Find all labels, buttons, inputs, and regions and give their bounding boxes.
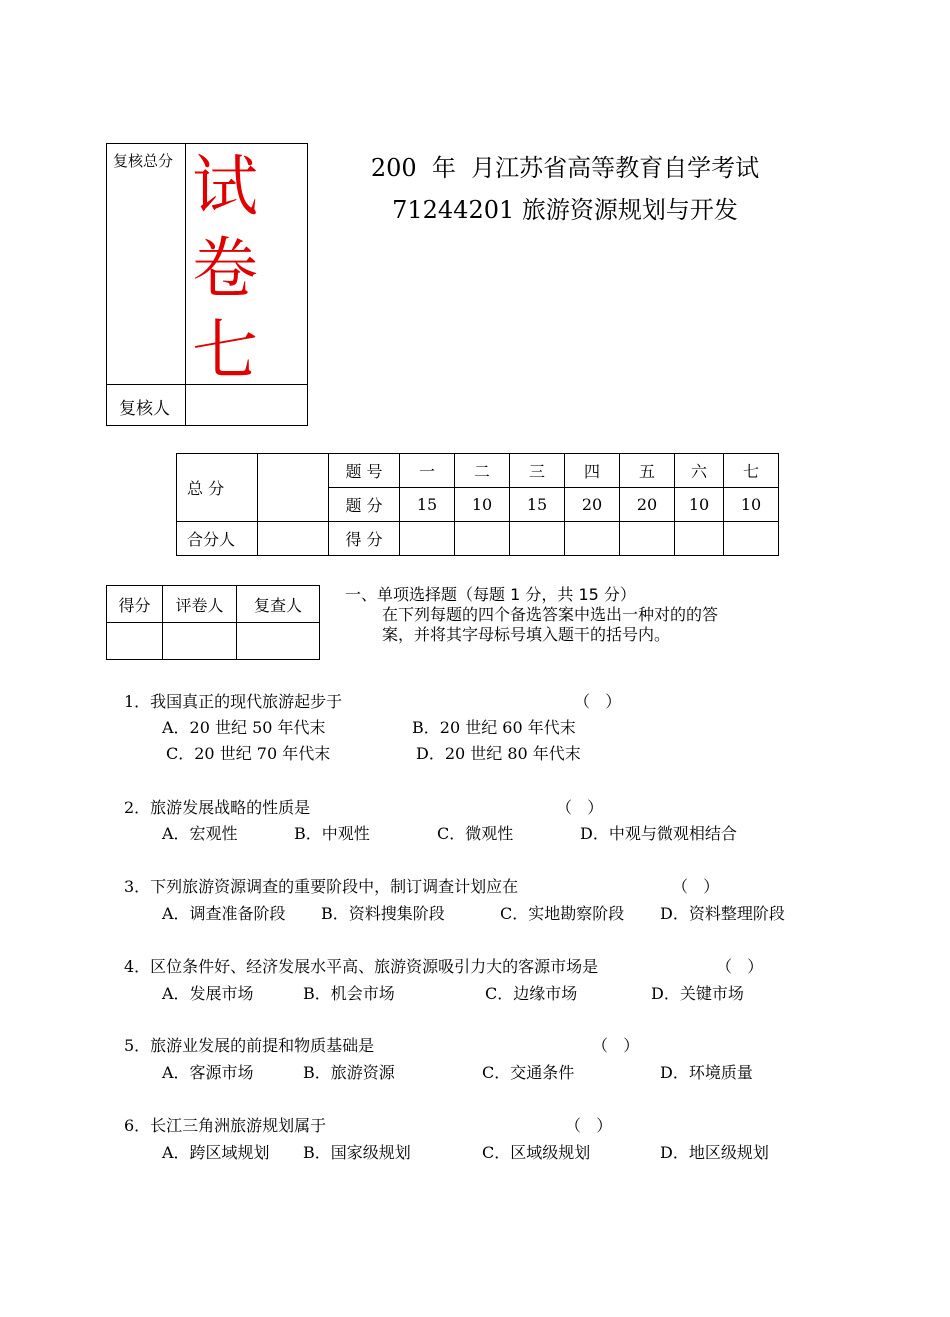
stamp-char: 七 — [192, 312, 258, 389]
answer-paren: （ ） — [672, 877, 720, 896]
score-cell — [620, 522, 675, 556]
question-number: 二 — [455, 454, 510, 488]
grader-cell — [237, 623, 320, 660]
question-number: 五 — [620, 454, 675, 488]
question-points: 15 — [510, 488, 565, 522]
question-stem: 1．我国真正的现代旅游起步于 — [124, 692, 343, 711]
section-title: 一、单项选择题（每题 1 分，共 15 分） — [345, 585, 636, 604]
grader-cell — [107, 623, 163, 660]
answer-paren: （ ） — [556, 798, 604, 817]
answer-paren: （ ） — [574, 692, 622, 711]
review-total-label: 复核总分 — [113, 152, 174, 170]
option: D．关键市场 — [651, 984, 744, 1003]
question-number: 七 — [724, 454, 779, 488]
option: C．边缘市场 — [485, 984, 578, 1003]
option: C．微观性 — [437, 824, 514, 843]
option: A．客源市场 — [162, 1063, 254, 1082]
question-number: 六 — [675, 454, 724, 488]
question-points: 10 — [675, 488, 724, 522]
option: B．旅游资源 — [303, 1063, 395, 1082]
question-stem: 5．旅游业发展的前提和物质基础是 — [124, 1036, 375, 1055]
option: D．资料整理阶段 — [660, 904, 785, 923]
exam-stamp — [189, 146, 261, 392]
question-stem: 6．长江三角洲旅游规划属于 — [124, 1116, 327, 1135]
stamp-char: 卷 — [192, 230, 258, 307]
option: A．跨区域规划 — [162, 1143, 270, 1162]
exam-title-line2: 71244201 旅游资源规划与开发 — [392, 196, 738, 224]
score-cell — [400, 522, 455, 556]
question-points: 20 — [620, 488, 675, 522]
combiner-cell — [258, 522, 329, 556]
option: B．机会市场 — [303, 984, 395, 1003]
question-points: 20 — [565, 488, 620, 522]
grader-table — [106, 585, 320, 660]
reviewer-label: 复核人 — [119, 399, 170, 419]
question-number: 一 — [400, 454, 455, 488]
score-cell — [565, 522, 620, 556]
question-stem: 3．下列旅游资源调查的重要阶段中，制订调查计划应在 — [124, 877, 519, 896]
option: C．交通条件 — [482, 1063, 575, 1082]
option: B．国家级规划 — [303, 1143, 411, 1162]
combiner-label: 合分人 — [177, 522, 258, 556]
question-number: 三 — [510, 454, 565, 488]
answer-paren: （ ） — [716, 957, 764, 976]
score-cell — [675, 522, 724, 556]
question-points: 10 — [455, 488, 510, 522]
grader-header: 得分 — [107, 586, 163, 623]
score-cell — [455, 522, 510, 556]
option: B．中观性 — [294, 824, 370, 843]
total-score-cell — [258, 454, 329, 522]
option: A．20 世纪 50 年代末 — [162, 718, 326, 737]
question-stem: 4．区位条件好、经济发展水平高、旅游资源吸引力大的客源市场是 — [124, 957, 599, 976]
total-label: 总 分 — [177, 454, 258, 522]
section-instructions: 案，并将其字母标号填入题干的括号内。 — [382, 625, 671, 644]
stamp-char: 试 — [192, 148, 258, 225]
option: D．中观与微观相结合 — [580, 824, 737, 843]
option: B．20 世纪 60 年代末 — [412, 718, 576, 737]
score-cell — [724, 522, 779, 556]
question-number: 四 — [565, 454, 620, 488]
option: C．区域级规划 — [482, 1143, 591, 1162]
row-label: 题 分 — [329, 488, 400, 522]
question-points: 10 — [724, 488, 779, 522]
option: B．资料搜集阶段 — [321, 904, 445, 923]
score-cell — [510, 522, 565, 556]
option: A．发展市场 — [162, 984, 254, 1003]
review-box — [106, 143, 308, 426]
option: C．20 世纪 70 年代末 — [166, 744, 331, 763]
question-stem: 2．旅游发展战略的性质是 — [124, 798, 311, 817]
option: C．实地勘察阶段 — [500, 904, 625, 923]
option: D．地区级规划 — [660, 1143, 769, 1162]
answer-paren: （ ） — [565, 1116, 613, 1135]
option: A．宏观性 — [162, 824, 238, 843]
answer-paren: （ ） — [592, 1036, 640, 1055]
option: D．环境质量 — [660, 1063, 753, 1082]
grader-cell — [163, 623, 237, 660]
row-label: 题 号 — [329, 454, 400, 488]
divider — [185, 144, 186, 425]
question-points: 15 — [400, 488, 455, 522]
option: D．20 世纪 80 年代末 — [416, 744, 581, 763]
score-table — [176, 453, 779, 556]
row-label: 得 分 — [329, 522, 400, 556]
exam-title-line1: 200 年 月江苏省高等教育自学考试 — [370, 154, 760, 182]
grader-header: 复查人 — [237, 586, 320, 623]
option: A．调查准备阶段 — [162, 904, 286, 923]
grader-header: 评卷人 — [163, 586, 237, 623]
section-instructions: 在下列每题的四个备选答案中选出一种对的的答 — [382, 605, 719, 624]
